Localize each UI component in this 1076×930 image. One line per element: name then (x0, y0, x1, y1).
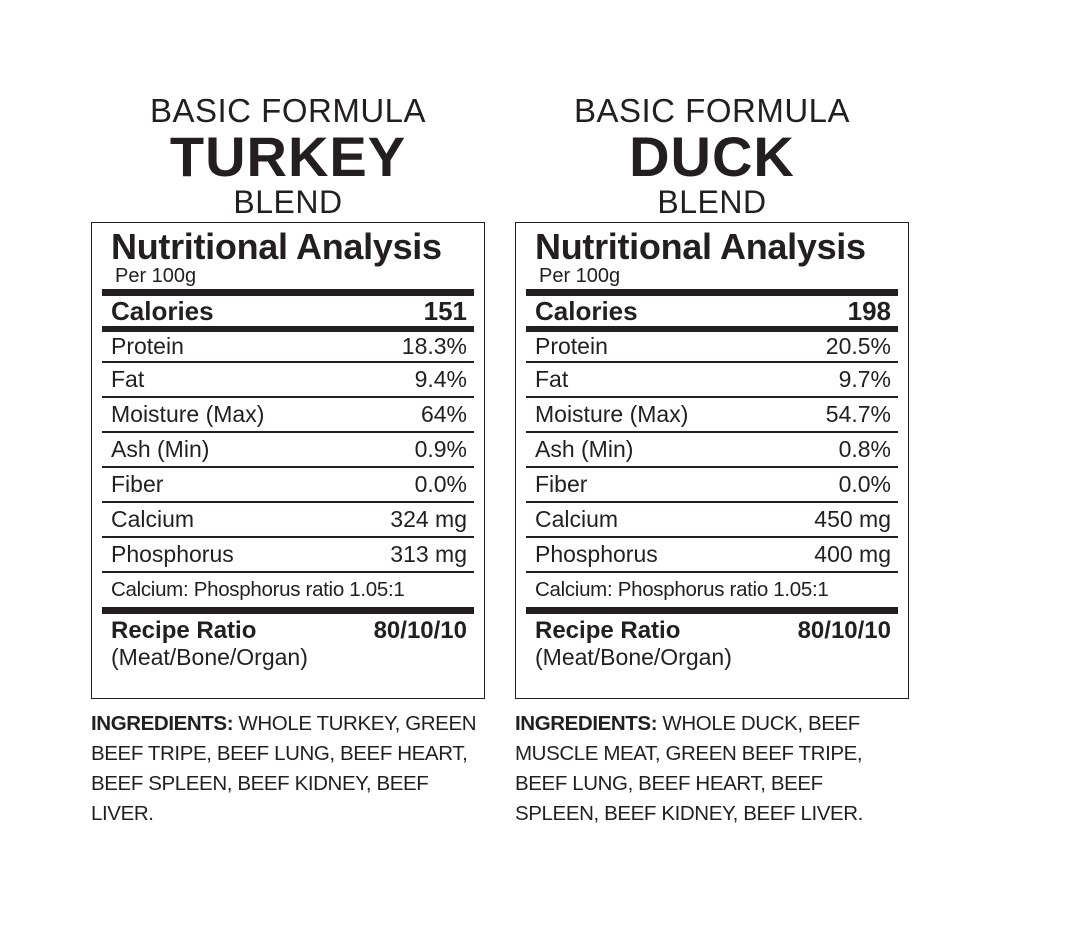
ca-p-ratio-text: Calcium: Phosphorus ratio 1.05:1 (535, 578, 829, 601)
nutrient-label: Ash (Min) (535, 436, 634, 462)
recipe-ratio-value: 80/10/10 (797, 617, 891, 644)
product-heading (91, 94, 485, 222)
ingredients-list: WHOLE TURKEY, GREEN BEEF TRIPE, BEEF LUNG, BEEF HEART, BEEF SPLEEN, BEEF KIDNEY, BEEF LIVER. (91, 712, 477, 825)
panel-title: Nutritional Analysis (535, 226, 866, 267)
nutrient-row (102, 396, 474, 431)
nutrient-label: Moisture (Max) (111, 401, 265, 427)
nutrient-label: Fat (111, 366, 145, 392)
product-duck-blend (515, 94, 909, 829)
nutrient-row (102, 466, 474, 501)
calories-row (526, 289, 898, 326)
heading-top: BASIC FORMULA (573, 92, 851, 129)
nutrient-value: 18.3% (401, 333, 467, 359)
nutrient-value: 400 mg (814, 541, 891, 567)
product-turkey-blend (91, 94, 485, 829)
calories-label: Calories (111, 295, 214, 326)
nutrient-row (102, 501, 474, 536)
nutrient-row (526, 326, 898, 361)
nutrient-label: Fiber (111, 471, 164, 497)
nutrient-value: 20.5% (825, 333, 891, 359)
ca-p-ratio-row (526, 571, 898, 607)
ca-p-ratio-row (102, 571, 474, 607)
nutrient-row (526, 466, 898, 501)
nutrient-label: Fat (535, 366, 569, 392)
nutrient-label: Calcium (111, 506, 195, 532)
nutrient-row (526, 536, 898, 571)
nutrient-label: Phosphorus (535, 541, 658, 567)
nutrient-row (102, 361, 474, 396)
heading-top: BASIC FORMULA (149, 92, 427, 129)
nutrient-row (102, 431, 474, 466)
calories-row (102, 289, 474, 326)
calories-value: 151 (423, 295, 467, 326)
nutrient-label: Moisture (Max) (535, 401, 689, 427)
recipe-ratio-row (526, 607, 898, 670)
heading-main: TURKEY (169, 125, 407, 188)
recipe-ratio-row (102, 607, 474, 670)
nutrient-value: 54.7% (825, 401, 891, 427)
panel-subtitle: Per 100g (115, 265, 197, 287)
nutrient-label: Phosphorus (111, 541, 234, 567)
nutrient-label: Calcium (535, 506, 619, 532)
calories-value: 198 (847, 295, 891, 326)
ingredients-text (91, 709, 485, 829)
nutrient-value: 0.0% (838, 471, 891, 497)
panel-title: Nutritional Analysis (111, 226, 442, 267)
nutrient-row (102, 326, 474, 361)
recipe-ratio-sublabel: (Meat/Bone/Organ) (111, 644, 308, 670)
nutrient-row (526, 361, 898, 396)
nutrient-row (526, 431, 898, 466)
ingredients-label: INGREDIENTS: (515, 712, 658, 735)
nutrient-value: 324 mg (390, 506, 467, 532)
nutrition-panel (515, 222, 909, 699)
product-heading (515, 94, 909, 222)
nutrient-value: 9.7% (838, 366, 891, 392)
heading-main: DUCK (629, 125, 795, 188)
recipe-ratio-label: Recipe Ratio (111, 617, 257, 644)
recipe-ratio-label: Recipe Ratio (535, 617, 681, 644)
ingredients-label: INGREDIENTS: (91, 712, 234, 735)
nutrient-row (102, 536, 474, 571)
nutrient-label: Protein (535, 333, 608, 359)
ingredients-text (515, 709, 909, 829)
nutrient-row (526, 501, 898, 536)
nutrient-label: Protein (111, 333, 184, 359)
nutrient-value: 0.0% (414, 471, 467, 497)
nutrition-panel (91, 222, 485, 699)
nutrient-label: Fiber (535, 471, 588, 497)
heading-bottom: BLEND (657, 184, 767, 220)
nutrient-value: 0.8% (838, 436, 891, 462)
nutrient-value: 64% (420, 401, 467, 427)
panel-subtitle: Per 100g (539, 265, 621, 287)
ca-p-ratio-text: Calcium: Phosphorus ratio 1.05:1 (111, 578, 405, 601)
recipe-ratio-sublabel: (Meat/Bone/Organ) (535, 644, 732, 670)
nutrient-value: 313 mg (390, 541, 467, 567)
nutrient-value: 450 mg (814, 506, 891, 532)
nutrient-value: 9.4% (414, 366, 467, 392)
recipe-ratio-value: 80/10/10 (373, 617, 467, 644)
ingredients-list: WHOLE DUCK, BEEF MUSCLE MEAT, GREEN BEEF TRIPE, BEEF LUNG, BEEF HEART, BEEF SPLEEN, BEEF KIDNEY, BEEF LIVER. (515, 712, 863, 825)
calories-label: Calories (535, 295, 638, 326)
heading-bottom: BLEND (233, 184, 343, 220)
nutrient-value: 0.9% (414, 436, 467, 462)
nutrient-row (526, 396, 898, 431)
nutrient-label: Ash (Min) (111, 436, 210, 462)
